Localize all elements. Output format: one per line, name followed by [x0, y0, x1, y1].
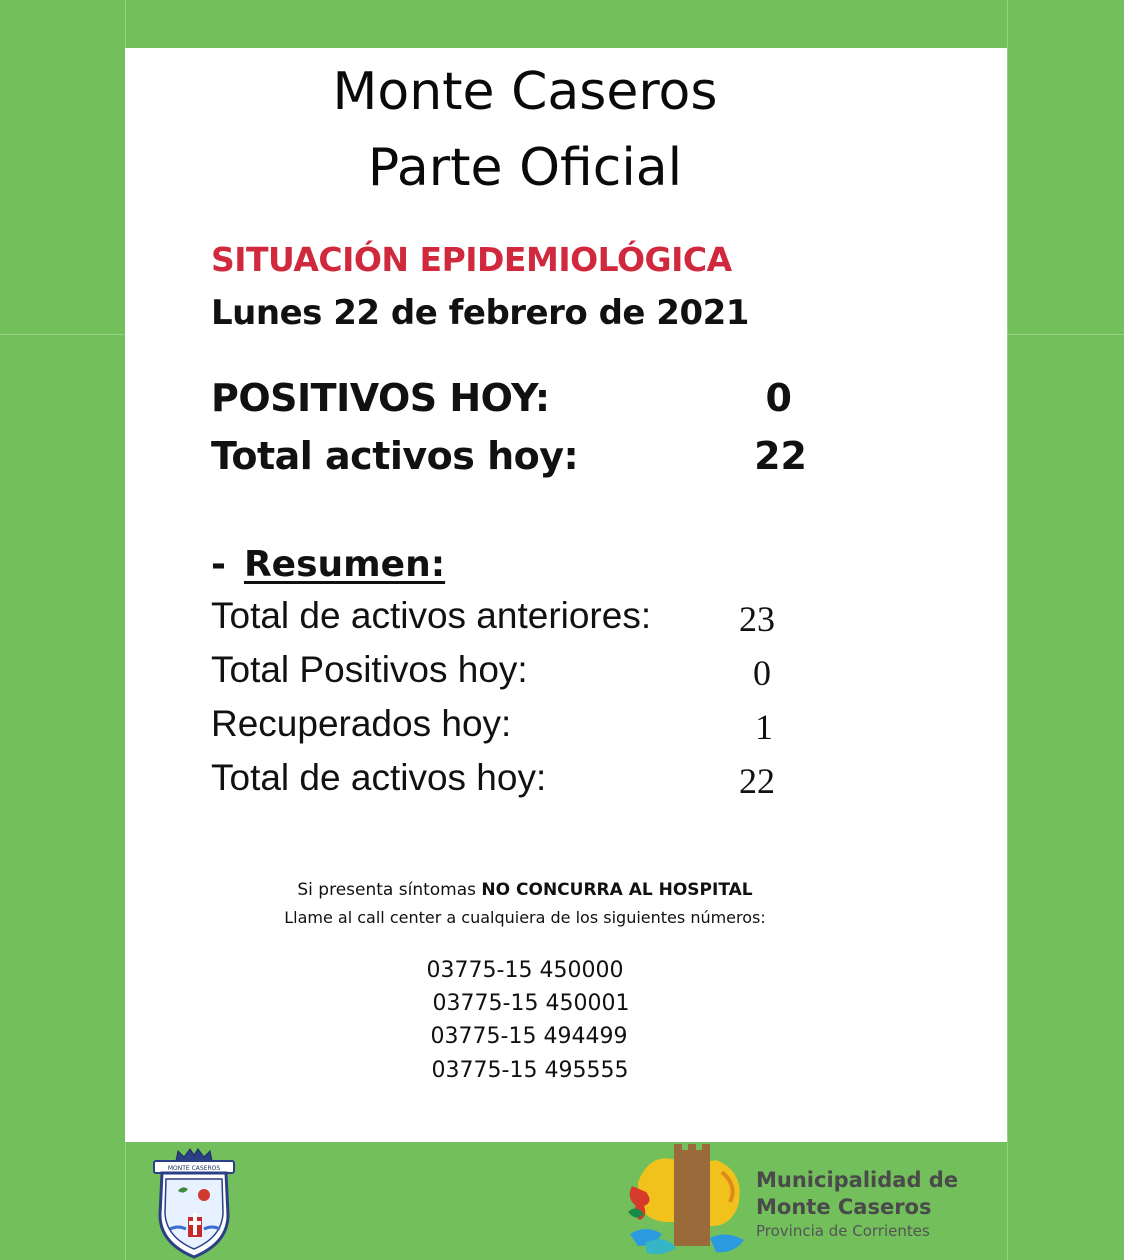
page-title-line2: Parte Oficial	[367, 138, 683, 198]
resumen-row-value: 1	[755, 707, 773, 747]
crest-text: MONTE CASEROS	[167, 1165, 221, 1172]
resumen-dash: -	[211, 544, 226, 585]
phone-number: 03775-15 495555	[431, 1058, 629, 1083]
resumen-row-value: 22	[739, 761, 775, 801]
report-date: Lunes 22 de febrero de 2021	[211, 293, 749, 333]
phone-number: 03775-15 450001	[432, 991, 630, 1016]
resumen-row-label: Total de activos anteriores:	[211, 595, 652, 636]
notice-prefix: Si presenta síntomas	[297, 880, 482, 900]
resumen-row-label: Total Positivos hoy:	[211, 649, 528, 690]
resumen-heading: Resumen:	[243, 544, 446, 585]
monte-caseros-crest-icon	[148, 1145, 240, 1260]
municipalidad-line3: Provincia de Corrientes	[756, 1222, 930, 1240]
resumen-row-value: 0	[753, 653, 771, 693]
resumen-row-value: 23	[739, 599, 775, 639]
resumen-heading-row	[211, 544, 445, 585]
phone-number: 03775-15 450000	[426, 958, 624, 983]
notice-line2: Llame al call center a cualquiera de los siguientes números:	[284, 908, 766, 927]
bg-gridline	[1007, 0, 1008, 1260]
phone-number: 03775-15 494499	[430, 1024, 628, 1049]
resumen-row-label: Recuperados hoy:	[211, 703, 512, 744]
notice-warning: NO CONCURRA AL HOSPITAL	[481, 880, 753, 900]
municipalidad-line2: Monte Caseros	[756, 1195, 932, 1219]
resumen-row-label: Total de activos hoy:	[211, 757, 547, 798]
page-title-line1: Monte Caseros	[332, 62, 718, 122]
report-card	[125, 48, 1007, 1142]
municipalidad-logo-icon	[626, 1142, 748, 1260]
total-activos-label: Total activos hoy:	[211, 434, 579, 478]
positivos-hoy-label: POSITIVOS HOY:	[211, 376, 550, 420]
positivos-hoy-value: 0	[765, 376, 792, 420]
section-title: SITUACIÓN EPIDEMIOLÓGICA	[211, 240, 732, 279]
notice-line1	[125, 880, 925, 900]
total-activos-value: 22	[754, 434, 807, 478]
municipalidad-line1: Municipalidad de	[756, 1168, 959, 1192]
